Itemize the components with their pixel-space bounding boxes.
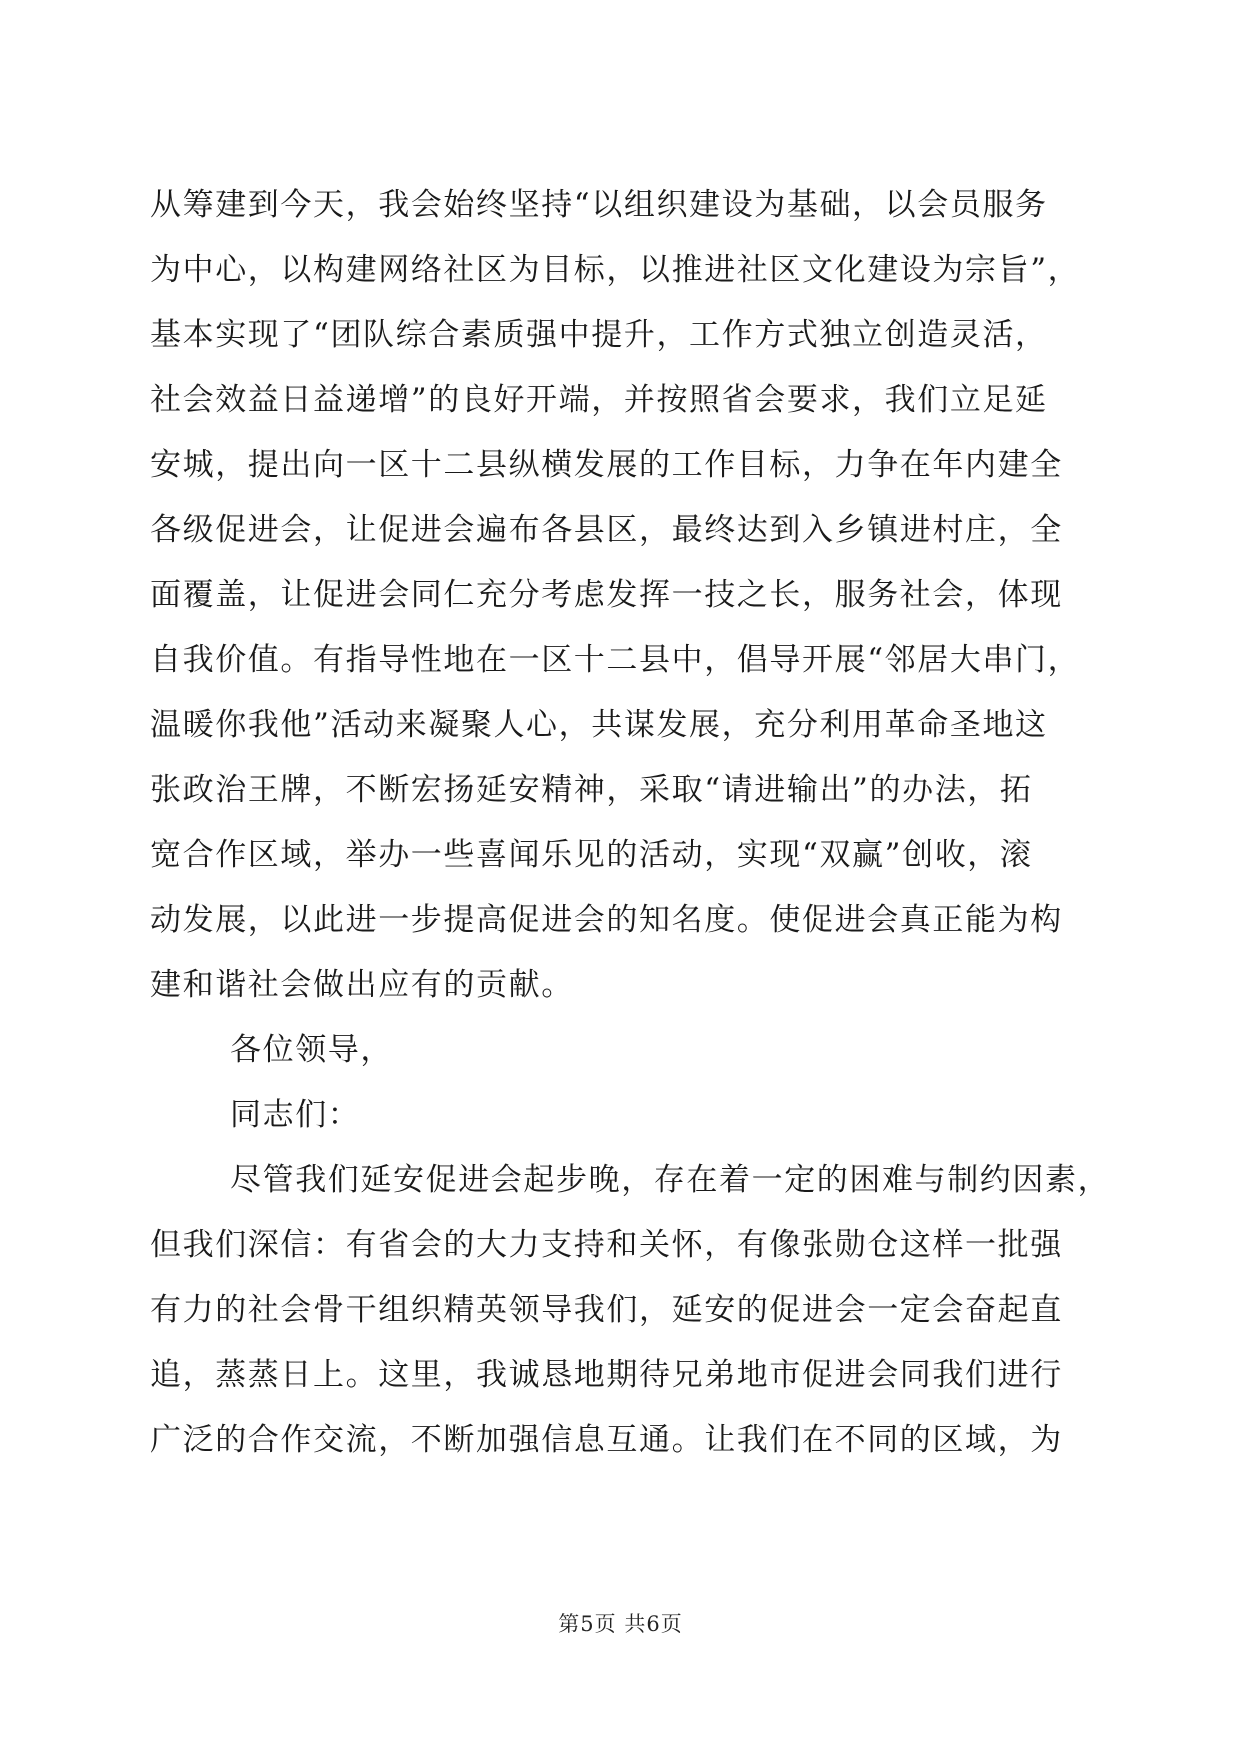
text-line: 张政治王牌，不断宏扬延安精神，采取“请进输出”的办法，拓	[150, 772, 1033, 808]
salutation-line: 同志们：	[230, 1097, 361, 1133]
text-line: 有力的社会骨干组织精英领导我们，延安的促进会一定会奋起直	[150, 1292, 1063, 1328]
page-number-footer: 第5页 共6页	[558, 1612, 683, 1636]
text-line: 建和谐社会做出应有的贡献。	[150, 967, 574, 1003]
text-line: 宽合作区域，举办一些喜闻乐见的活动，实现“双赢”创收，滚	[150, 837, 1033, 873]
paragraph-first-line: 尽管我们延安促进会起步晚，存在着一定的困难与制约因素，	[230, 1162, 1111, 1198]
text-line: 社会效益日益递增”的良好开端，并按照省会要求，我们立足延	[150, 382, 1048, 418]
text-line: 追，蒸蒸日上。这里，我诚恳地期待兄弟地市促进会同我们进行	[150, 1357, 1063, 1393]
salutation-line: 各位领导，	[230, 1032, 393, 1068]
text-line: 广泛的合作交流，不断加强信息互通。让我们在不同的区域，为	[150, 1422, 1063, 1458]
text-line: 但我们深信：有省会的大力支持和关怀，有像张勋仓这样一批强	[150, 1227, 1063, 1263]
text-line: 动发展，以此进一步提高促进会的知名度。使促进会真正能为构	[150, 902, 1063, 938]
text-line: 自我价值。有指导性地在一区十二县中，倡导开展“邻居大串门，	[150, 642, 1081, 678]
text-line: 基本实现了“团队综合素质强中提升，工作方式独立创造灵活，	[150, 317, 1048, 353]
text-line: 面覆盖，让促进会同仁充分考虑发挥一技之长，服务社会，体现	[150, 577, 1063, 613]
text-line: 安城，提出向一区十二县纵横发展的工作目标，力争在年内建全	[150, 447, 1063, 483]
text-line: 从筹建到今天，我会始终坚持“以组织建设为基础，以会员服务	[150, 187, 1048, 223]
text-line: 各级促进会，让促进会遍布各县区，最终达到入乡镇进村庄，全	[150, 512, 1063, 548]
text-line: 为中心，以构建网络社区为目标，以推进社区文化建设为宗旨”，	[150, 252, 1081, 288]
text-line: 温暖你我他”活动来凝聚人心，共谋发展，充分利用革命圣地这	[150, 707, 1048, 743]
